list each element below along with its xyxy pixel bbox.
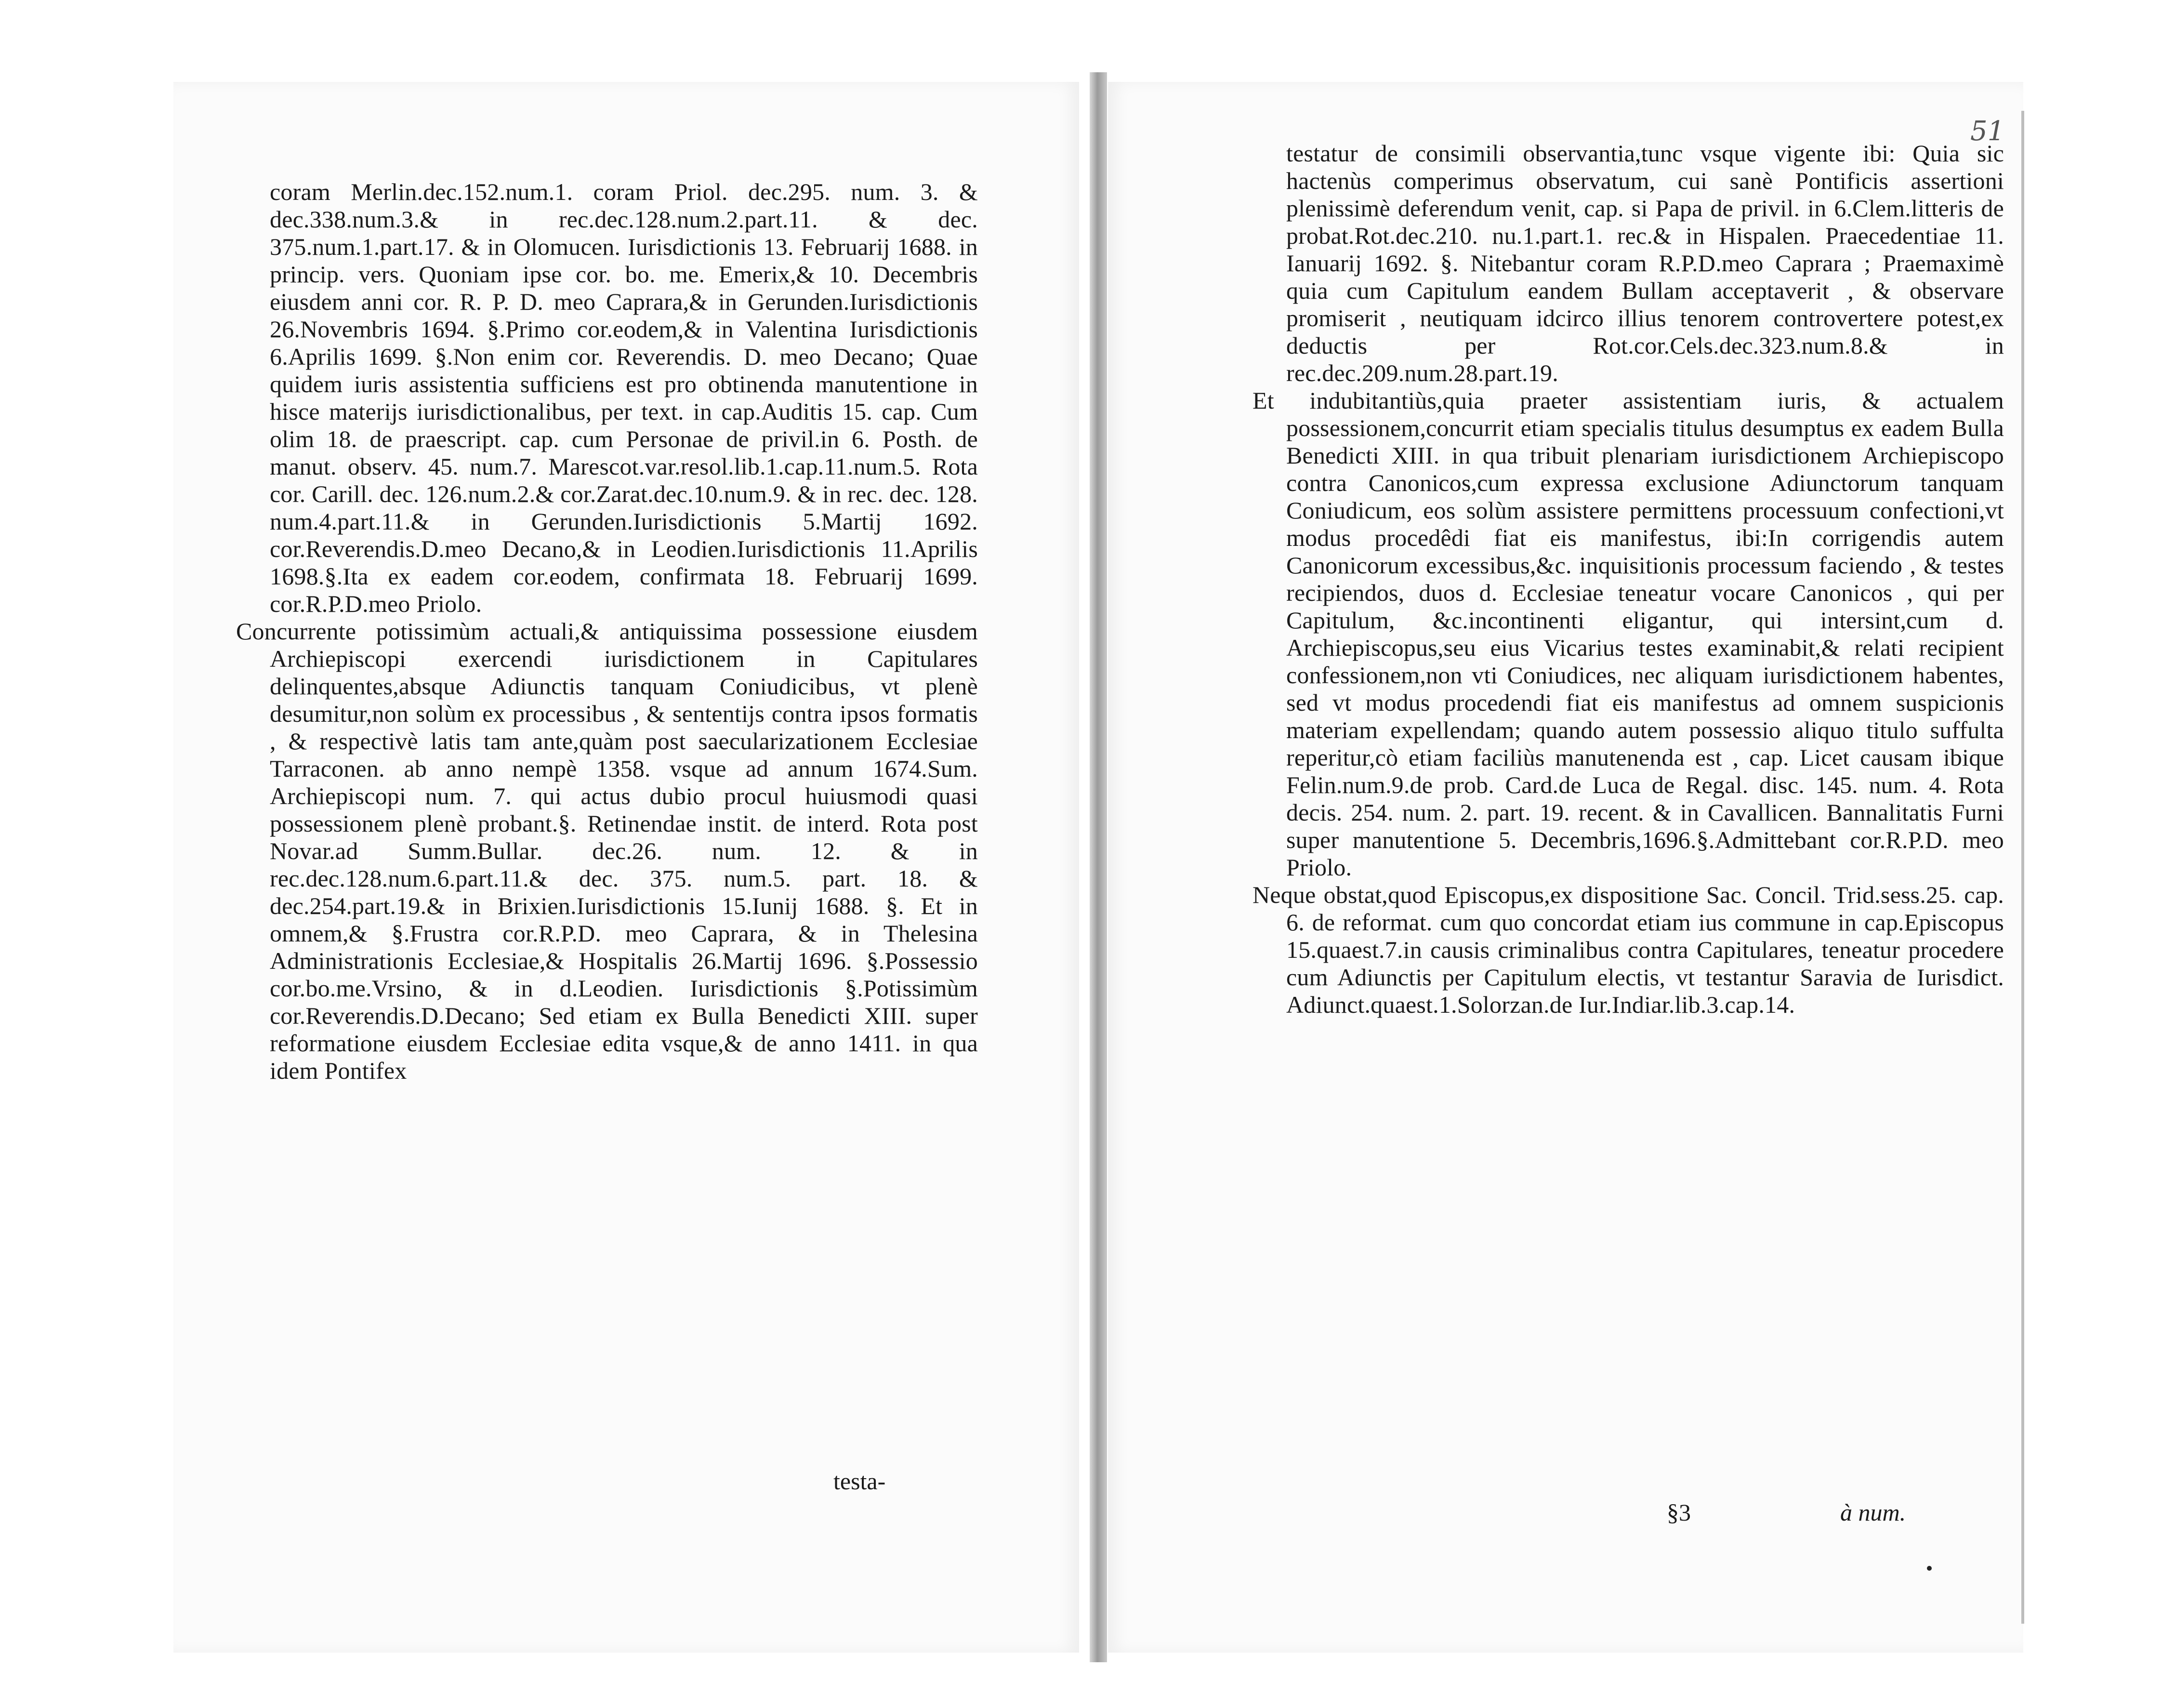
left-page-text: [236, 178, 984, 1085]
right-catchword: à num.: [1840, 1499, 1906, 1526]
left-paragraph-1: coram Merlin.dec.152.num.1. coram Priol. dec.295. num. 3. & dec.338.num.3.& in rec.dec.128.num.2.part.11. & dec. 375.num.1.part.17. & in Olomucen. Iurisdictionis 13. Februarij 1688. in princip. vers. Quoniam ipse cor. bo. me. Emerix,& 10. Decembris eiusdem anni cor. R. P. D. meo Caprara,& in Gerunden.Iurisdictionis 26.Novembris 1694. §.Primo cor.eodem,& in Valentina Iurisdictionis 6.Aprilis 1699. §.Non enim cor. Reverendis. D. meo Decano; Quae quidem iuris assistentia sufficiens est pro obtinenda manutentione in hisce materijs iurisdictionalibus, per text. in cap.Auditis 15. cap. Cum olim 18. de praescript. cap. cum Personae de privil.in 6. Posth. de manut. observ. 45. num.7. Marescot.var.resol.lib.1.cap.11.num.5. Rota cor. Carill. dec. 126.num.2.& cor.Zarat.dec.10.num.9. & in rec. dec. 128. num.4.part.11.& in Gerunden.Iurisdictionis 5.Martij 1692. cor.Reverendis.D.meo Decano,& in Leodien.Iurisdictionis 11.Aprilis 1698.§.Ita ex eadem cor.eodem, confirmata 18. Februarij 1699. cor.R.P.D.meo Priolo.: [270, 178, 984, 617]
left-catchword: testa-: [833, 1468, 886, 1495]
left-page: [173, 82, 1079, 1653]
page-edge: [2021, 111, 2024, 1624]
left-paragraph-2: Concurrente potissimùm actuali,& antiquissima possessione eiusdem Archiepiscopi exercendi iurisdictionem in Capitulares delinquentes,absque Adiunctis tanquam Coniudicibus, vt plenè desumitur,non solùm ex processibus , & sententijs contra ipsos formatis , & respectivè latis tam ante,quàm post saecularizationem Ecclesiae Tarraconen. ab anno nempè 1358. vsque ad annum 1674.Sum. Archiepiscopi num. 7. qui actus dubio procul huiusmodi quasi possessionem plenè probant.§. Retinendae instit. de interd. Rota post Novar.ad Summ.Bullar. dec.26. num. 12. & in rec.dec.128.num.6.part.11.& dec. 375. num.5. part. 18. & dec.254.part.19.& in Brixien.Iurisdictionis 15.Iunij 1688. §. Et in omnem,& §.Frustra cor.R.P.D. meo Caprara, & in Thelesina Administrationis Ecclesiae,& Hospitalis 26.Martij 1696. §.Possessio cor.bo.me.Vrsino, & in d.Leodien. Iurisdictionis §.Potissimùm cor.Reverendis.D.Decano; Sed etiam ex Bulla Benedicti XIII. super reformatione eiusdem Ecclesiae edita vsque,& de anno 1411. in qua idem Pontifex: [236, 618, 984, 1084]
book-gutter: [1090, 72, 1107, 1662]
right-page-text: [1252, 140, 2010, 1019]
right-paragraph-2: Et indubitantiùs,quia praeter assistentiam iuris, & actualem possessionem,concurrit etiam specialis titulus desumptus ex eadem Bulla Benedicti XIII. in qua tribuit plenariam iurisdictionem Archiepiscopo contra Canonicos,cum expressa exclusione Adiunctorum tanquam Coniudicum, eos solùm assistere permittens processuum confectioni,vt modus procedêdi fiat eis manifestus, ibi:In corrigendis autem Canonicorum excessibus,&c. inquisitionis processum faciendo , & testes recipiendos, duos d. Ecclesiae teneatur vocare Canonicos , qui per Capitulum, &c.incontinenti eligantur, qui intersint,cum d. Archiepiscopus,seu eius Vicarius testes examinabit,& relati recipient confessionem,non vti Coniudices, nec aliquam iurisdictionem habentes, sed vt modus procedendi fiat eis manifestus ad omnem suspicionis materiam expellendam; quando autem possessio aliquo titulo suffulta reperitur,cò etiam faciliùs manutenenda est , cap. Licet causam ibique Felin.num.9.de prob. Card.de Luca de Regal. disc. 145. num. 4. Rota decis. 254. num. 2. part. 19. recent. & in Cavallicen. Bannalitatis Furni super manutentione 5. Decembris,1696.§.Admittebant cor.R.P.D. meo Priolo.: [1252, 387, 2010, 881]
signature-mark: §3: [1667, 1499, 1691, 1526]
folio-number: 51: [1970, 116, 2005, 147]
right-paragraph-1: testatur de consimili observantia,tunc vsque vigente ibi: Quia sic hactenùs comperimus observatum, cui sanè Pontificis assertioni plenissimè deferendum venit, cap. si Papa de privil. in 6.Clem.litteris de probat.Rot.dec.210. nu.1.part.1. rec.& in Hispalen. Praecedentiae 11. Ianuarij 1692. §. Nitebantur coram R.P.D.meo Caprara ; Praemaximè quia cum Capitulum eandem Bullam acceptaverit , & observare promiserit , neutiquam idcirco illius tenorem controvertere potest,ex deductis per Rot.cor.Cels.dec.323.num.8.& in rec.dec.209.num.28.part.19.: [1286, 140, 2010, 386]
right-page: [1108, 82, 2023, 1653]
ink-dot: [1927, 1566, 1932, 1571]
right-paragraph-3: Neque obstat,quod Episcopus,ex dispositione Sac. Concil. Trid.sess.25. cap. 6. de reformat. cum quo concordat etiam ius commune in cap.Episcopus 15.quaest.7.in causis criminalibus contra Capitulares, teneatur procedere cum Adiunctis per Capitulum electis, vt testantur Saravia de Iurisdict. Adiunct.quaest.1.Solorzan.de Iur.Indiar.lib.3.cap.14.: [1252, 881, 2010, 1018]
